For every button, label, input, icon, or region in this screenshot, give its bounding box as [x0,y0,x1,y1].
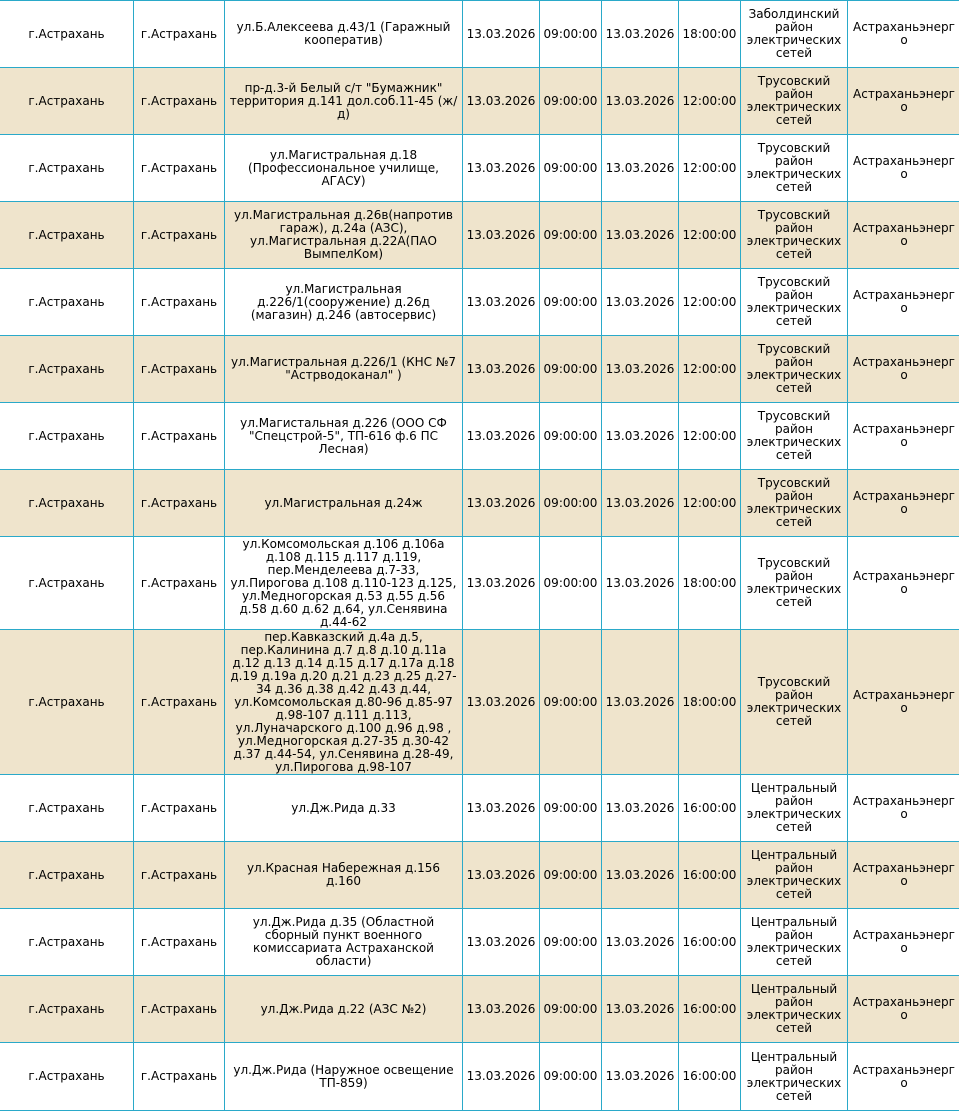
district-cell: г.Астрахань [0,135,134,202]
start-time-cell: 09:00:00 [540,909,602,976]
company-cell: Астраханьэнерго [848,403,959,470]
start-date-cell: 13.03.2026 [463,775,540,842]
start-date-cell: 13.03.2026 [463,68,540,135]
end-date-cell: 13.03.2026 [602,470,679,537]
end-time-cell: 18:00:00 [679,630,741,775]
company-cell: Астраханьэнерго [848,1,959,68]
table-row [0,630,959,775]
network-area-cell: Трусовский район электрических сетей [741,470,848,537]
locality-cell: г.Астрахань [134,909,225,976]
start-time-cell: 09:00:00 [540,202,602,269]
table-row [0,202,959,269]
address-cell: ул.Комсомольская д.106 д.106а д.108 д.115 д.117 д.119, пер.Менделеева д.7-33, ул.Пирогова д.108 д.110-123 д.125, ул.Медногорская д.53 д.55 д.56 д.58 д.60 д.62 д.64, ул.Сенявина д.44-62 [225,537,463,630]
start-time-cell: 09:00:00 [540,1,602,68]
start-date-cell: 13.03.2026 [463,842,540,909]
district-cell: г.Астрахань [0,1043,134,1111]
table-row [0,976,959,1043]
address-cell: ул.Дж.Рида д.33 [225,775,463,842]
locality-cell: г.Астрахань [134,775,225,842]
address-cell: ул.Магистральная д.226/1 (КНС №7 "Астрводоканал" ) [225,336,463,403]
locality-cell: г.Астрахань [134,336,225,403]
network-area-cell: Центральный район электрических сетей [741,909,848,976]
company-cell: Астраханьэнерго [848,775,959,842]
table-row [0,135,959,202]
start-time-cell: 09:00:00 [540,630,602,775]
district-cell: г.Астрахань [0,336,134,403]
network-area-cell: Трусовский район электрических сетей [741,68,848,135]
start-date-cell: 13.03.2026 [463,909,540,976]
end-date-cell: 13.03.2026 [602,68,679,135]
table-row [0,537,959,630]
district-cell: г.Астрахань [0,630,134,775]
network-area-cell: Трусовский район электрических сетей [741,269,848,336]
end-date-cell: 13.03.2026 [602,842,679,909]
address-cell: ул.Дж.Рида д.35 (Областной сборный пункт военного комиссариата Астраханской области) [225,909,463,976]
district-cell: г.Астрахань [0,470,134,537]
start-date-cell: 13.03.2026 [463,135,540,202]
address-cell: ул.Б.Алексеева д.43/1 (Гаражный кооператив) [225,1,463,68]
company-cell: Астраханьэнерго [848,1043,959,1111]
end-time-cell: 12:00:00 [679,403,741,470]
table-row [0,1043,959,1111]
start-date-cell: 13.03.2026 [463,269,540,336]
start-time-cell: 09:00:00 [540,68,602,135]
start-time-cell: 09:00:00 [540,976,602,1043]
district-cell: г.Астрахань [0,909,134,976]
address-cell: ул.Красная Набережная д.156 д.160 [225,842,463,909]
table-row [0,68,959,135]
end-date-cell: 13.03.2026 [602,775,679,842]
company-cell: Астраханьэнерго [848,537,959,630]
locality-cell: г.Астрахань [134,537,225,630]
table-row [0,403,959,470]
end-date-cell: 13.03.2026 [602,630,679,775]
network-area-cell: Центральный район электрических сетей [741,842,848,909]
district-cell: г.Астрахань [0,775,134,842]
end-time-cell: 12:00:00 [679,336,741,403]
company-cell: Астраханьэнерго [848,68,959,135]
locality-cell: г.Астрахань [134,630,225,775]
district-cell: г.Астрахань [0,1,134,68]
start-date-cell: 13.03.2026 [463,1043,540,1111]
table-row [0,775,959,842]
district-cell: г.Астрахань [0,976,134,1043]
address-cell: ул.Магистальная д.226 (ООО СФ "Спецстрой-5", ТП-616 ф.6 ПС Лесная) [225,403,463,470]
start-time-cell: 09:00:00 [540,842,602,909]
locality-cell: г.Астрахань [134,202,225,269]
company-cell: Астраханьэнерго [848,909,959,976]
end-time-cell: 12:00:00 [679,68,741,135]
network-area-cell: Трусовский район электрических сетей [741,202,848,269]
network-area-cell: Заболдинский район электрических сетей [741,1,848,68]
start-date-cell: 13.03.2026 [463,1,540,68]
address-cell: ул.Дж.Рида (Наружное освещение ТП-859) [225,1043,463,1111]
network-area-cell: Трусовский район электрических сетей [741,135,848,202]
start-time-cell: 09:00:00 [540,537,602,630]
start-date-cell: 13.03.2026 [463,202,540,269]
end-time-cell: 16:00:00 [679,1043,741,1111]
address-cell: ул.Магистральная д.24ж [225,470,463,537]
table-row [0,470,959,537]
end-date-cell: 13.03.2026 [602,202,679,269]
end-time-cell: 12:00:00 [679,135,741,202]
start-time-cell: 09:00:00 [540,470,602,537]
end-date-cell: 13.03.2026 [602,976,679,1043]
start-time-cell: 09:00:00 [540,269,602,336]
table-body [0,1,959,1111]
network-area-cell: Центральный район электрических сетей [741,1043,848,1111]
network-area-cell: Трусовский район электрических сетей [741,403,848,470]
address-cell: ул.Магистральная д.26в(напротив гараж), д.24а (АЗС), ул.Магистральная д.22А(ПАО ВымпелКом) [225,202,463,269]
district-cell: г.Астрахань [0,403,134,470]
start-date-cell: 13.03.2026 [463,403,540,470]
network-area-cell: Центральный район электрических сетей [741,976,848,1043]
network-area-cell: Центральный район электрических сетей [741,775,848,842]
locality-cell: г.Астрахань [134,403,225,470]
start-time-cell: 09:00:00 [540,336,602,403]
start-date-cell: 13.03.2026 [463,537,540,630]
end-date-cell: 13.03.2026 [602,1043,679,1111]
network-area-cell: Трусовский район электрических сетей [741,630,848,775]
district-cell: г.Астрахань [0,269,134,336]
start-time-cell: 09:00:00 [540,775,602,842]
table-row [0,336,959,403]
start-date-cell: 13.03.2026 [463,336,540,403]
locality-cell: г.Астрахань [134,269,225,336]
end-date-cell: 13.03.2026 [602,135,679,202]
end-date-cell: 13.03.2026 [602,909,679,976]
district-cell: г.Астрахань [0,537,134,630]
end-time-cell: 12:00:00 [679,470,741,537]
start-time-cell: 09:00:00 [540,135,602,202]
end-time-cell: 18:00:00 [679,1,741,68]
end-time-cell: 12:00:00 [679,269,741,336]
locality-cell: г.Астрахань [134,470,225,537]
address-cell: ул.Магистральная д.18 (Профессиональное училище, АГАСУ) [225,135,463,202]
district-cell: г.Астрахань [0,842,134,909]
start-time-cell: 09:00:00 [540,403,602,470]
start-date-cell: 13.03.2026 [463,470,540,537]
table-row [0,1,959,68]
end-time-cell: 16:00:00 [679,909,741,976]
locality-cell: г.Астрахань [134,1043,225,1111]
start-time-cell: 09:00:00 [540,1043,602,1111]
address-cell: ул.Магистральная д.226/1(сооружение) д.26д (магазин) д.246 (автосервис) [225,269,463,336]
company-cell: Астраханьэнерго [848,336,959,403]
company-cell: Астраханьэнерго [848,470,959,537]
district-cell: г.Астрахань [0,202,134,269]
address-cell: пр-д.3-й Белый с/т "Бумажник" территория д.141 дол.соб.11-45 (ж/д) [225,68,463,135]
end-time-cell: 16:00:00 [679,976,741,1043]
end-date-cell: 13.03.2026 [602,336,679,403]
company-cell: Астраханьэнерго [848,202,959,269]
end-date-cell: 13.03.2026 [602,1,679,68]
start-date-cell: 13.03.2026 [463,976,540,1043]
start-date-cell: 13.03.2026 [463,630,540,775]
end-date-cell: 13.03.2026 [602,537,679,630]
table-row [0,842,959,909]
end-time-cell: 16:00:00 [679,842,741,909]
network-area-cell: Трусовский район электрических сетей [741,336,848,403]
company-cell: Астраханьэнерго [848,842,959,909]
address-cell: ул.Дж.Рида д.22 (АЗС №2) [225,976,463,1043]
network-area-cell: Трусовский район электрических сетей [741,537,848,630]
table-row [0,269,959,336]
company-cell: Астраханьэнерго [848,135,959,202]
end-date-cell: 13.03.2026 [602,269,679,336]
end-date-cell: 13.03.2026 [602,403,679,470]
locality-cell: г.Астрахань [134,842,225,909]
locality-cell: г.Астрахань [134,1,225,68]
locality-cell: г.Астрахань [134,68,225,135]
company-cell: Астраханьэнерго [848,269,959,336]
locality-cell: г.Астрахань [134,976,225,1043]
end-time-cell: 18:00:00 [679,537,741,630]
district-cell: г.Астрахань [0,68,134,135]
address-cell: пер.Кавказский д.4а д.5, пер.Калинина д.7 д.8 д.10 д.11а д.12 д.13 д.14 д.15 д.17 д.17а д.18 д.19 д.19а д.20 д.21 д.23 д.25 д.27-34 д.36 д.38 д.42 д.43 д.44, ул.Комсомольская д.80-96 д.85-97 д.98-107 д.111 д.113, ул.Луначарского д.100 д.96 д.98 , ул.Медногорская д.27-35 д.30-42 д.37 д.44-54, ул.Сенявина д.28-49, ул.Пирогова д.98-107 [225,630,463,775]
company-cell: Астраханьэнерго [848,630,959,775]
end-time-cell: 12:00:00 [679,202,741,269]
end-time-cell: 16:00:00 [679,775,741,842]
table-row [0,909,959,976]
locality-cell: г.Астрахань [134,135,225,202]
company-cell: Астраханьэнерго [848,976,959,1043]
